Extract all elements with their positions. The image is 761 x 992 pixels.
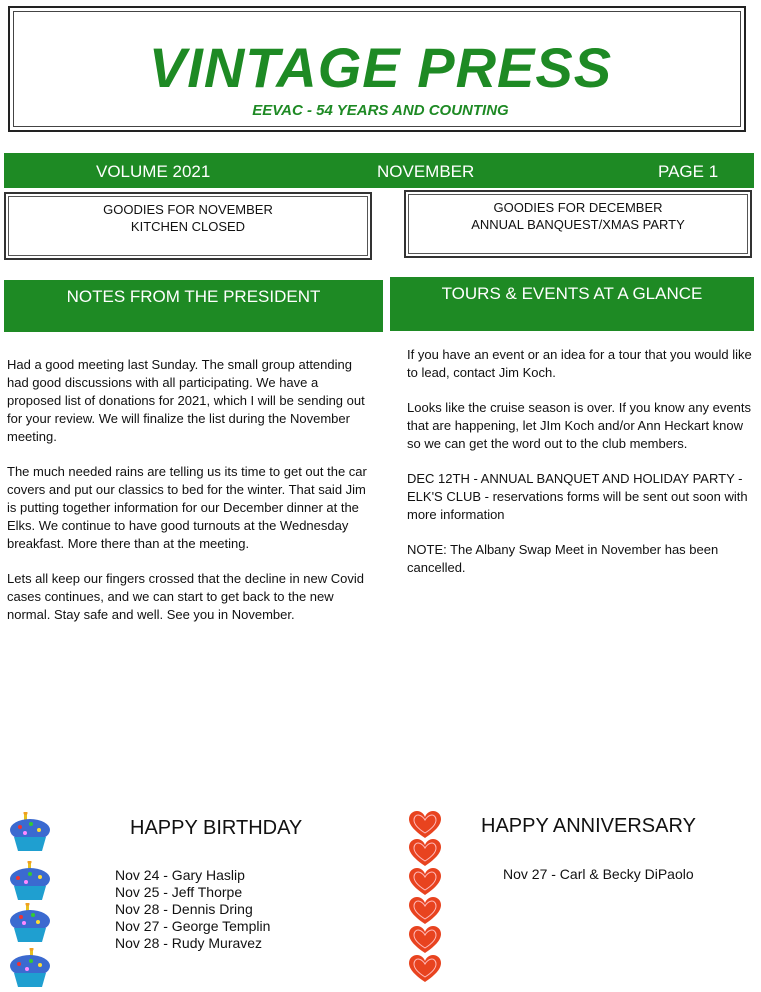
tours-paragraph: If you have an event or an idea for a tour that you would like to lead, contact Jim Koch. (407, 347, 752, 380)
heart-icon (408, 897, 442, 925)
heart-icon (408, 955, 442, 983)
cupcake-icon (6, 903, 54, 943)
birthday-entry: Nov 28 - Rudy Muravez (115, 935, 263, 951)
anniversary-title: HAPPY ANNIVERSARY (481, 815, 696, 837)
anniversary-entry: Nov 27 - Carl & Becky DiPaolo (503, 866, 694, 882)
goodies-december-heading: GOODIES FOR DECEMBER (493, 200, 663, 215)
newsletter-subtitle: EEVAC - 54 YEARS AND COUNTING (252, 102, 509, 119)
heart-icon (408, 839, 442, 867)
president-notes-header: NOTES FROM THE PRESIDENT (4, 280, 383, 332)
heart-icon (408, 868, 442, 896)
tours-paragraph: DEC 12TH - ANNUAL BANQUET AND HOLIDAY PARTY - ELK'S CLUB - reservations forms will be sent out soon with more information (407, 471, 748, 522)
birthday-entry: Nov 24 - Gary Haslip (115, 867, 245, 883)
newsletter-title: VINTAGE PRESS (148, 36, 613, 99)
cupcake-icon (6, 812, 54, 852)
volume-label: VOLUME 2021 (96, 162, 211, 181)
goodies-november-heading: GOODIES FOR NOVEMBER (103, 202, 273, 217)
goodies-november-box (4, 192, 372, 260)
goodies-december-detail: ANNUAL BANQUEST/XMAS PARTY (471, 217, 685, 232)
anniversary-list (503, 866, 694, 883)
birthday-title: HAPPY BIRTHDAY (130, 817, 303, 839)
tours-paragraph: Looks like the cruise season is over. If you know any events that are happening, let JIm Koch and/or Ann Heckart know so we can get the word out to the club members. (407, 400, 751, 451)
goodies-december-box (404, 190, 752, 258)
tours-paragraph: NOTE: The Albany Swap Meet in November has been cancelled. (407, 542, 719, 575)
president-paragraph: Lets all keep our fingers crossed that the decline in new Covid cases continues, and we can start to get back to the new normal. Stay safe and well. See you in November. (7, 571, 364, 622)
goodies-november-detail: KITCHEN CLOSED (130, 219, 246, 234)
president-paragraph: Had a good meeting last Sunday. The small group attending had good discussions with all participating. We have a proposed list of donations for 2021, which I will be sending out for your review. We will finalize the list during the November meeting. (7, 357, 365, 444)
tours-events-column (407, 346, 755, 594)
birthday-entry: Nov 25 - Jeff Thorpe (115, 884, 243, 900)
heart-icon (408, 926, 442, 954)
president-paragraph: The much needed rains are telling us its time to get out the car covers and put our classics to bed for the winter. That said Jim is putting together information for our December dinner at the Elks. We continue to have good turnouts at the Wednesday breakfast. More there than at the meeting. (7, 464, 367, 551)
cupcake-icon (6, 861, 54, 901)
month-label: NOVEMBER (377, 162, 475, 181)
birthday-list (115, 867, 270, 952)
birthday-entry: Nov 28 - Dennis Dring (115, 901, 253, 917)
page-label: PAGE 1 (658, 162, 719, 181)
president-notes-column (7, 356, 373, 641)
tours-events-header: TOURS & EVENTS AT A GLANCE (390, 277, 754, 331)
issue-banner (4, 153, 754, 188)
cupcake-icon (6, 948, 54, 988)
birthday-entry: Nov 27 - George Templin (115, 918, 271, 934)
heart-icon (408, 811, 442, 839)
